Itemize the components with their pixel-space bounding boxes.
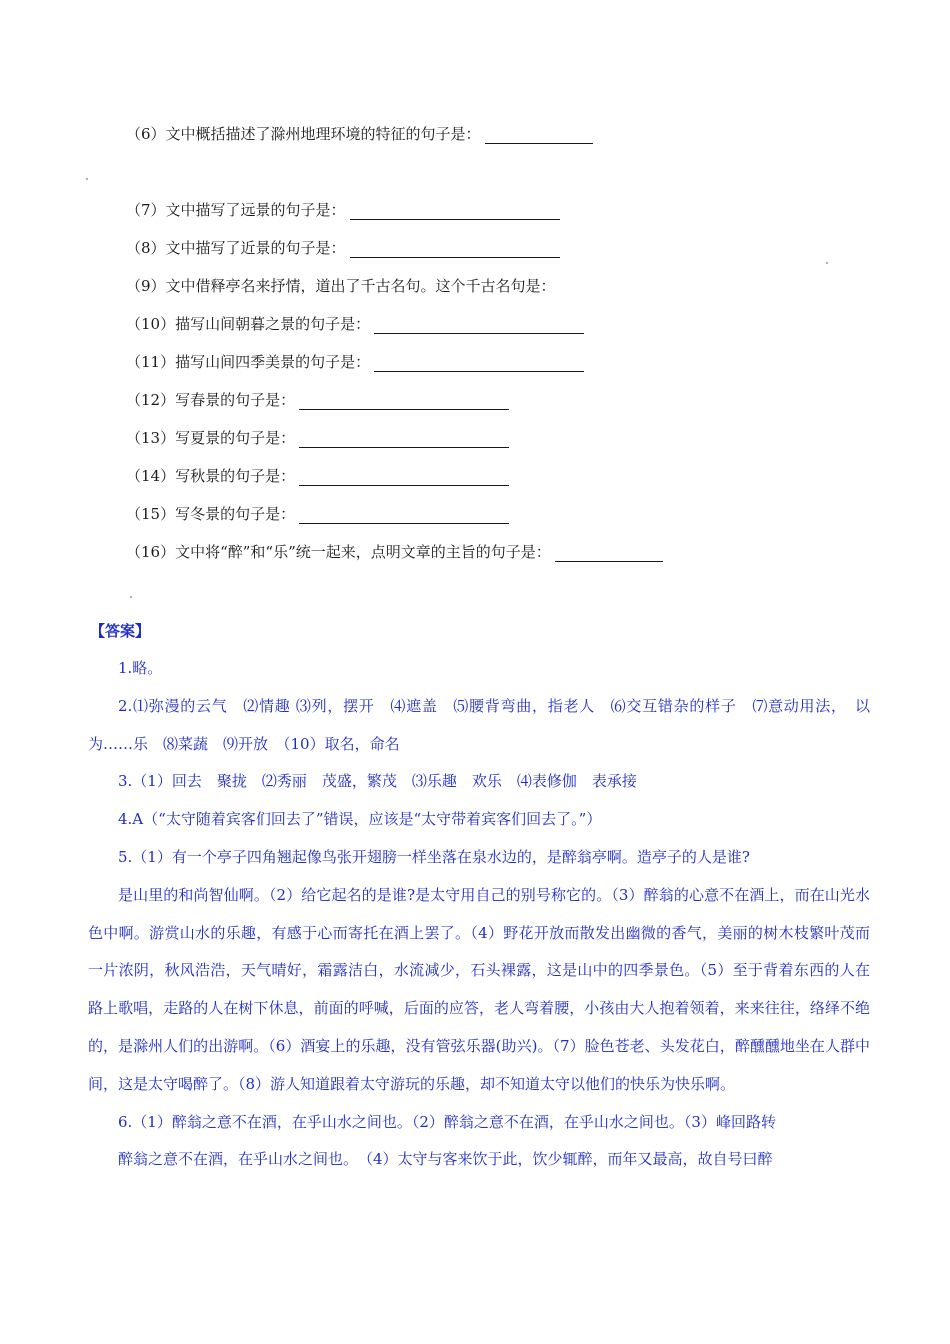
answer-blank[interactable]	[299, 507, 509, 524]
answer-item: 5.（1）有一个亭子四角翘起像鸟张开翅膀一样坐落在泉水边的，是醉翁亭啊。造亭子的人是谁?	[118, 847, 750, 866]
answer-blank[interactable]	[350, 203, 560, 220]
answer-blank[interactable]	[374, 317, 584, 334]
answer-blank[interactable]	[485, 127, 593, 144]
question-8	[126, 238, 560, 258]
question-label: （8）文中描写了近景的句子是：	[126, 239, 346, 257]
question-label: （11）描写山间四季美景的句子是：	[126, 353, 371, 371]
answers-body	[88, 650, 870, 1179]
answer-blank[interactable]	[299, 393, 509, 410]
answer-item: 6.（1）醉翁之意不在酒，在乎山水之间也。（2）醉翁之意不在酒，在乎山水之间也。（3）峰回路转	[118, 1112, 776, 1131]
answer-item: 2.⑴弥漫的云气 ⑵情趣 ⑶列，摆开 ⑷遮盖 ⑸腰背弯曲，指老人 ⑹交互错杂的样子 ⑺意动用法， 以为……乐 ⑻菜蔬 ⑼开放 （10）取名，命名	[88, 696, 870, 753]
answers-title: 【答案】	[90, 622, 151, 640]
question-14	[126, 466, 509, 486]
answer-item: 是山里的和尚智仙啊。（2）给它起名的是谁?是太守用自己的别号称它的。（3）醉翁的心意不在酒上，而在山光水色中啊。游赏山水的乐趣，有感于心而寄托在酒上罢了。（4）野花开放而散发出幽微的香气，美丽的树木枝繁叶茂而一片浓阴，秋风浩浩，天气晴好，霜露洁白，水流减少，石头裸露，这是山中的四季景色。（5）至于背着东西的人在路上歌唱，走路的人在树下休息，前面的呼喊，后面的应答，老人弯着腰，小孩由大人抱着领着，来来往往，络绎不绝的，是滁州人们的出游啊。（6）酒宴上的乐趣，没有管弦乐器(助兴)。（7）脸色苍老、头发花白，醉醺醺地坐在人群中间，这是太守喝醉了。（8）游人知道跟着太守游玩的乐趣，却不知道太守以他们的快乐为快乐啊。	[88, 885, 870, 1093]
question-label: （10）描写山间朝暮之景的句子是：	[126, 315, 371, 333]
question-label: （13）写夏景的句子是：	[126, 429, 296, 447]
stray-mark	[86, 178, 88, 180]
answer-blank[interactable]	[350, 241, 560, 258]
answer-item: 3.（1）回去 聚拢 ⑵秀丽 茂盛，繁茂 ⑶乐趣 欢乐 ⑷表修伽 表承接	[118, 772, 637, 791]
stray-mark	[826, 262, 828, 264]
question-15	[126, 504, 509, 524]
question-label: （9）文中借释亭名来抒情，道出了千古名句。这个千古名句是：	[126, 277, 556, 295]
answer-blank[interactable]	[299, 431, 509, 448]
answer-blank[interactable]	[555, 545, 663, 562]
question-label: （12）写春景的句子是：	[126, 391, 296, 409]
question-10	[126, 314, 584, 334]
answer-blank[interactable]	[374, 355, 584, 372]
question-9	[126, 276, 556, 296]
question-label: （6）文中概括描述了滁州地理环境的特征的句子是：	[126, 125, 481, 143]
answer-item: 4.A（“太守随着宾客们回去了”错误，应该是“太守带着宾客们回去了。”）	[118, 810, 602, 829]
question-label: （14）写秋景的句子是：	[126, 467, 296, 485]
question-13	[126, 428, 509, 448]
answer-item: 醉翁之意不在酒，在乎山水之间也。 （4）太守与客来饮于此，饮少辄醉，而年又最高，故自号曰醉	[118, 1150, 773, 1169]
question-6	[126, 124, 593, 144]
question-label: （15）写冬景的句子是：	[126, 505, 296, 523]
stray-mark	[130, 596, 132, 598]
question-label: （7）文中描写了远景的句子是：	[126, 201, 346, 219]
answer-item: 1.略。	[118, 659, 163, 677]
question-11	[126, 352, 584, 372]
question-16	[126, 542, 663, 562]
answer-blank[interactable]	[299, 469, 509, 486]
question-label: （16）文中将“醉”和“乐”统一起来，点明文章的主旨的句子是：	[126, 543, 551, 561]
question-12	[126, 390, 509, 410]
question-7	[126, 200, 560, 220]
